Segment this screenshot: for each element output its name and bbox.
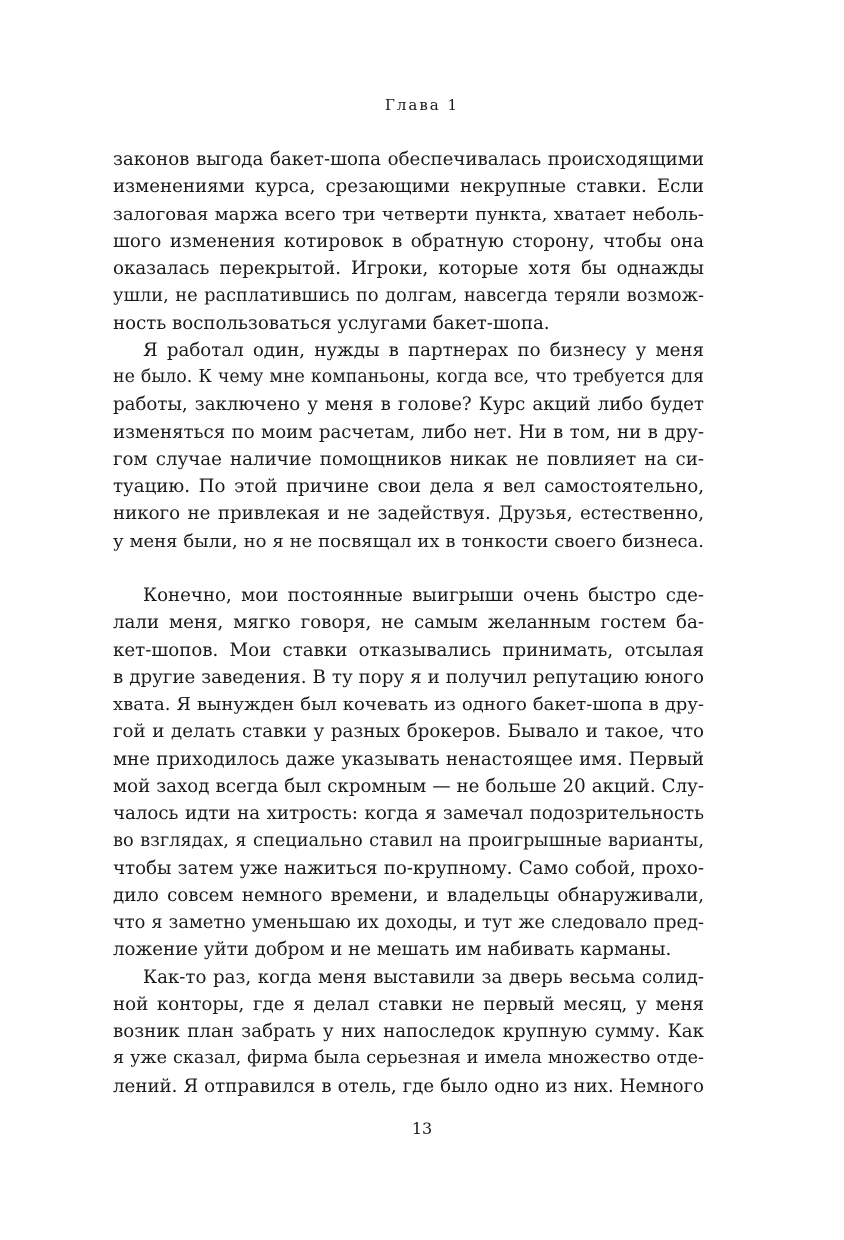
paragraph-1: [113, 146, 704, 337]
text-line: мне приходилось даже указывать ненастоящее имя. Первый: [113, 748, 704, 770]
text-line: во взглядах, я специально ставил на проигрышные варианты,: [113, 830, 704, 852]
text-line: шого изменения котировок в обратную сторону, чтобы она: [113, 230, 704, 252]
text-line: законов выгода бакет-шопа обеспечивалась происходящими: [113, 149, 704, 170]
text-line: что я заметно уменьшаю их доходы, и тут же следовало пред-: [113, 912, 704, 933]
text-line: лений. Я отправился в отель, где было одно из них. Немного: [113, 1075, 704, 1097]
text-line: Как-то раз, когда меня выставили за дверь весьма солид-: [143, 966, 704, 988]
body-text: [113, 146, 704, 1100]
text-line: туацию. По этой причине свои дела я вел самостоятельно,: [113, 476, 704, 497]
text-line: чтобы затем уже нажиться по-крупному. Само собой, прохо-: [113, 857, 704, 879]
text-line: кет-шопов. Мои ставки отказывались принимать, отсылая: [113, 639, 704, 661]
text-line: ной конторы, где я делал ставки не первый месяц, у меня: [113, 993, 704, 1015]
running-head: Глава 1: [384, 96, 460, 114]
text-line: гой и делать ставки у разных брокеров. Бывало и такое, что: [113, 721, 704, 743]
text-line: дило совсем немного времени, и владельцы обнаруживали,: [113, 884, 704, 906]
text-line: никого не привлекая и не задействуя. Друзья, естественно,: [113, 503, 704, 525]
text-line: хвата. Я вынужден был кочевать из одного бакет-шопа в дру-: [113, 694, 704, 715]
text-line: работы, заключено у меня в голове? Курс акций либо будет: [113, 394, 704, 416]
text-line: мой заход всегда был скромным — не больше 20 акций. Слу-: [113, 775, 704, 797]
text-line: возник план забрать у них напоследок крупную сумму. Как: [113, 1021, 704, 1042]
text-line: залоговая маржа всего три четверти пункта, хватает неболь-: [113, 203, 704, 225]
text-line: в другие заведения. В ту пору я и получил репутацию юного: [113, 666, 704, 688]
text-line: я уже сказал, фирма была серьезная и имела множество отде-: [113, 1048, 704, 1069]
text-line: ложение уйти добром и не мешать им набивать карманы.: [113, 939, 672, 961]
text-line: изменяться по моим расчетам, либо нет. Ни в том, ни в дру-: [113, 421, 704, 443]
text-line: у меня были, но я не посвящал их в тонкости своего бизнеса.: [113, 530, 704, 552]
text-line: Я работал один, нужды в партнерах по бизнесу у меня: [143, 339, 704, 361]
text-line: оказалась перекрытой. Игроки, которые хотя бы однажды: [113, 258, 704, 279]
text-line: ушли, не расплатившись по долгам, навсегда теряли возмож-: [113, 285, 704, 307]
text-line: чалось идти на хитрость: когда я замечал подозрительность: [113, 803, 704, 824]
text-line: лали меня, мягко говоря, не самым желанным гостем ба-: [113, 612, 704, 634]
text-line: ность воспользоваться услугами бакет-шопа.: [113, 312, 550, 334]
text-line: Конечно, мои постоянные выигрыши очень быстро сде-: [143, 585, 704, 606]
text-line: гом случае наличие помощников никак не повлияет на си-: [113, 448, 704, 470]
paragraph-3: [113, 582, 704, 964]
text-line: изменениями курса, срезающими некрупные ставки. Если: [113, 176, 704, 198]
paragraph-2: [113, 337, 704, 582]
text-line: не было. К чему мне компаньоны, когда все, что требуется для: [113, 367, 704, 387]
paragraph-4: [113, 964, 704, 1100]
text-line: [113, 555, 704, 582]
page-number: 13: [411, 1119, 433, 1138]
